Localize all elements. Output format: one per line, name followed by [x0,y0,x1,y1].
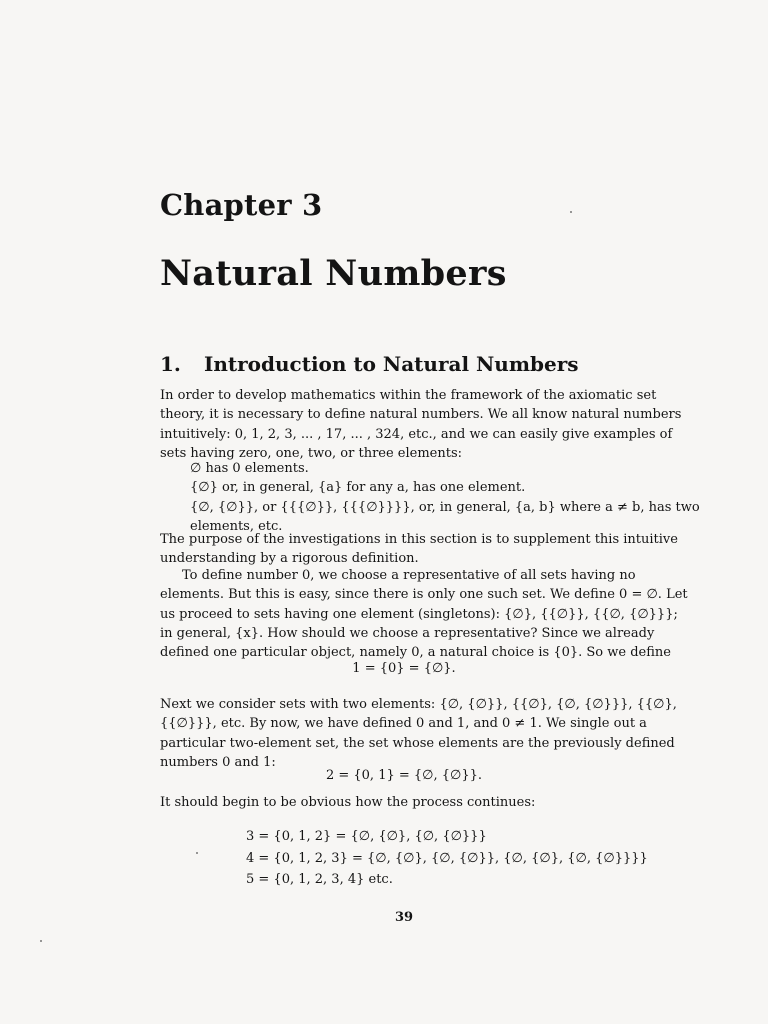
two-definition-paragraph [160,695,692,772]
equation-line: 4 = {0, 1, 2, 3} = {∅, {∅}, {∅, {∅}}, {∅, {∅}, {∅, {∅}}}} [246,850,648,866]
list-item: elements, etc. [190,518,283,534]
purpose-text: The purpose of the investigations in this section is to supplement this intuitive understanding by a rigorous definition. [160,532,678,567]
list-item: {∅, {∅}}, or {{{∅}}, {{{∅}}}}, or, in general, {a, b} where a ≠ b, has two [190,499,700,515]
purpose-paragraph [160,530,692,569]
page-number: 39 [394,910,414,925]
scan-speck [570,211,572,213]
equation-two: 2 = {0, 1} = {∅, {∅}}. [325,768,483,783]
zero-definition-text: To define number 0, we choose a representative of all sets having no elements. But this is easy, since there is only one such set. We define 0 = ∅. Let us proceed to sets having one element (singletons): {∅}, {{∅}}, {{∅, {∅}}}; in general, {x}. How should we choose a representative? Since we already defined one particular object, namely 0, a natural choice is {0}. So we define [160,568,688,661]
scan-speck [40,940,42,942]
continue-paragraph [160,793,692,812]
equation-one: 1 = {0} = {∅}. [352,661,456,676]
intro-text: In order to develop mathematics within the framework of the axiomatic set theory, it is necessary to define natural numbers. We all know natural numbers intuitively: 0, 1, 2, 3, ... , 17, ... , 324, etc., and we can easily give examples of sets having zero, one, two, or three elements: [160,388,682,461]
zero-definition-paragraph [160,566,692,662]
list-item: {∅} or, in general, {a} for any a, has one element. [190,480,526,496]
two-definition-text: Next we consider sets with two elements: {∅, {∅}}, {{∅}, {∅, {∅}}}, {{∅}, {{∅}}}, etc. By now, we have defined 0 and 1, and 0 ≠ 1. We single out a particular two-element set, the set whose elements are the previously defined numbers 0 and 1: [160,697,677,770]
equation-list [246,826,648,891]
section-number: 1. [160,352,181,376]
list-item: ∅ has 0 elements. [190,461,309,476]
intro-paragraph [160,386,692,463]
scan-speck [196,852,198,854]
example-sets-list [190,459,700,536]
section-heading [160,352,579,376]
equation-line: 5 = {0, 1, 2, 3, 4} etc. [246,872,393,887]
continue-text: It should begin to be obvious how the process continues: [160,795,536,810]
section-title: Introduction to Natural Numbers [204,352,579,376]
chapter-title: Natural Numbers [160,253,507,294]
chapter-label: Chapter 3 [160,188,323,222]
equation-line: 3 = {0, 1, 2} = {∅, {∅}, {∅, {∅}}} [246,829,487,844]
